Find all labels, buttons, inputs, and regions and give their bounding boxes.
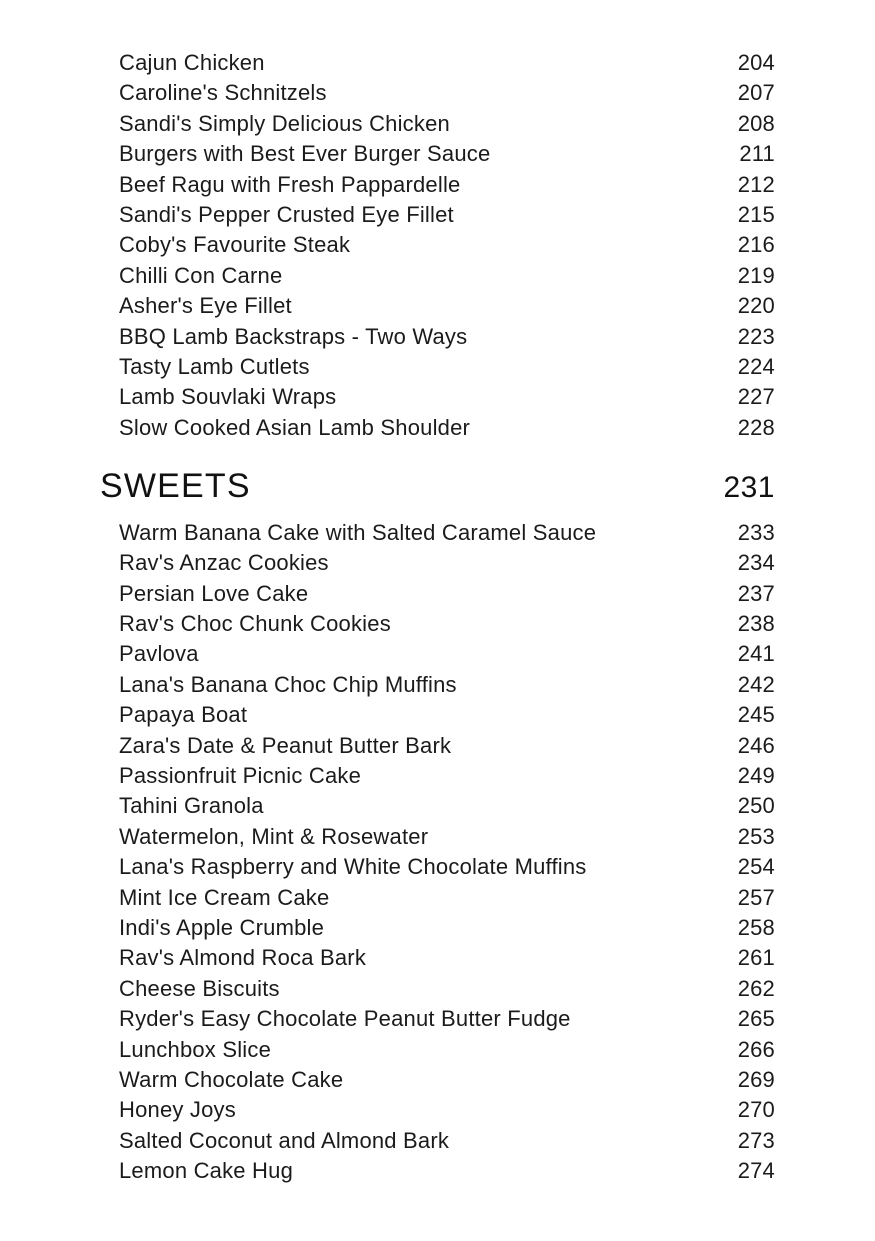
- toc-section-heading[interactable]: [100, 467, 775, 506]
- toc-entry-page: 223: [737, 323, 775, 349]
- toc-entry[interactable]: [100, 170, 775, 200]
- toc-entry-page: 273: [737, 1127, 775, 1153]
- toc-entry[interactable]: [100, 200, 775, 230]
- toc-entry-title: Salted Coconut and Almond Bark: [119, 1127, 450, 1153]
- toc-entry[interactable]: [100, 352, 775, 382]
- toc-entry-page: 216: [737, 232, 775, 258]
- toc-entry-title: Sandi's Simply Delicious Chicken: [119, 110, 450, 136]
- toc-entry-page: 246: [737, 732, 775, 758]
- toc-entry[interactable]: [100, 382, 775, 412]
- toc-entry[interactable]: [100, 609, 775, 639]
- toc-entry[interactable]: [100, 639, 775, 669]
- toc-entry-page: 262: [737, 975, 775, 1001]
- toc-entry-title: Caroline's Schnitzels: [119, 80, 327, 106]
- toc-entry-title: Indi's Apple Crumble: [119, 914, 325, 940]
- toc-entry-page: 237: [737, 580, 775, 606]
- toc-entry-title: Zara's Date & Peanut Butter Bark: [119, 732, 452, 758]
- toc-entry-title: Mint Ice Cream Cake: [119, 884, 330, 910]
- toc-entry-title: Persian Love Cake: [119, 580, 309, 606]
- toc-entry-page: 207: [737, 80, 775, 106]
- toc-entry-title: Lemon Cake Hug: [119, 1158, 294, 1184]
- toc-entry-page: 242: [737, 671, 775, 697]
- toc-entry-title: Honey Joys: [119, 1097, 236, 1123]
- toc-entry-page: 257: [737, 884, 775, 910]
- toc-entry[interactable]: [100, 1065, 775, 1095]
- toc-entry[interactable]: [100, 1095, 775, 1125]
- toc-entry-title: Chilli Con Carne: [119, 262, 283, 288]
- toc-entry[interactable]: [100, 852, 775, 882]
- toc-entry-page: 253: [737, 823, 775, 849]
- toc-entry[interactable]: [100, 883, 775, 913]
- toc-entry-title: Slow Cooked Asian Lamb Shoulder: [119, 414, 471, 440]
- toc-entry-page: 265: [737, 1006, 775, 1032]
- toc-entry-title: Coby's Favourite Steak: [119, 232, 351, 258]
- toc-entry-title: Cajun Chicken: [119, 50, 265, 75]
- toc-entry-title: Lana's Raspberry and White Chocolate Muffins: [119, 854, 587, 880]
- toc-entry-page: 220: [737, 293, 775, 319]
- toc-entry-page: 228: [737, 414, 775, 440]
- toc-entry[interactable]: [100, 230, 775, 260]
- toc-entry-title: Lana's Banana Choc Chip Muffins: [119, 671, 457, 697]
- toc-entry[interactable]: [100, 700, 775, 730]
- toc-entry[interactable]: [100, 139, 775, 169]
- toc-entry-title: Tasty Lamb Cutlets: [119, 354, 310, 380]
- toc-entry-title: Asher's Eye Fillet: [119, 293, 292, 319]
- toc-entry[interactable]: [100, 48, 775, 78]
- toc-entry-page: 261: [737, 945, 775, 971]
- toc-entry[interactable]: [100, 791, 775, 821]
- toc-entry[interactable]: [100, 291, 775, 321]
- toc-entry[interactable]: [100, 261, 775, 291]
- toc-entry-page: 254: [737, 854, 775, 880]
- toc-entry-page: 224: [737, 354, 775, 380]
- toc-entry-title: Warm Banana Cake with Salted Caramel Sauce: [119, 519, 597, 545]
- toc-entry-title: Rav's Anzac Cookies: [119, 550, 329, 576]
- toc-entry-title: Tahini Granola: [119, 793, 264, 819]
- toc-entry[interactable]: [100, 761, 775, 791]
- toc-entry-page: 241: [737, 641, 775, 667]
- toc-group: [100, 48, 775, 443]
- toc-entry-page: 215: [737, 202, 775, 228]
- toc-entry-title: Cheese Biscuits: [119, 975, 280, 1001]
- toc-entry-page: 245: [737, 702, 775, 728]
- toc-entry-title: Sandi's Pepper Crusted Eye Fillet: [119, 202, 454, 228]
- toc-entry-title: BBQ Lamb Backstraps - Two Ways: [119, 323, 468, 349]
- toc-entry-title: Papaya Boat: [119, 702, 248, 728]
- toc-entry[interactable]: [100, 670, 775, 700]
- toc-entry[interactable]: [100, 548, 775, 578]
- toc-entry[interactable]: [100, 913, 775, 943]
- toc-entry-page: 269: [737, 1067, 775, 1092]
- toc-entry-page: 233: [737, 519, 775, 545]
- toc-entry-title: Beef Ragu with Fresh Pappardelle: [119, 171, 461, 197]
- toc-entry-page: 270: [737, 1097, 775, 1123]
- toc-entry[interactable]: [100, 322, 775, 352]
- toc-entry[interactable]: [100, 1156, 775, 1186]
- toc-entry-page: 234: [737, 550, 775, 576]
- toc-entry[interactable]: [100, 1035, 775, 1065]
- toc-section-title: SWEETS: [100, 467, 251, 506]
- toc-entry-page: 258: [737, 914, 775, 940]
- toc-entry-page: 204: [737, 50, 775, 75]
- toc-entry[interactable]: [100, 78, 775, 108]
- toc-entry-title: Watermelon, Mint & Rosewater: [119, 823, 429, 849]
- toc-entry-title: Lunchbox Slice: [119, 1036, 272, 1062]
- toc-entry-page: 227: [737, 384, 775, 410]
- toc-entry-page: 219: [737, 262, 775, 288]
- toc-entry-page: 249: [737, 762, 775, 788]
- table-of-contents: [100, 48, 775, 1187]
- toc-entry-title: Lamb Souvlaki Wraps: [119, 384, 337, 410]
- toc-entry-page: 212: [737, 171, 775, 197]
- toc-entry[interactable]: [100, 822, 775, 852]
- toc-group: [100, 467, 775, 1186]
- toc-entry[interactable]: [100, 579, 775, 609]
- toc-entry[interactable]: [100, 413, 775, 443]
- toc-entry-title: Rav's Almond Roca Bark: [119, 945, 367, 971]
- toc-entry[interactable]: [100, 109, 775, 139]
- toc-entry[interactable]: [100, 518, 775, 548]
- toc-entry-title: Burgers with Best Ever Burger Sauce: [119, 141, 491, 167]
- toc-entry-page: 211: [739, 141, 775, 167]
- toc-entry[interactable]: [100, 731, 775, 761]
- toc-section-page: 231: [723, 471, 775, 505]
- toc-entry-title: Passionfruit Picnic Cake: [119, 762, 362, 788]
- toc-entry-title: Rav's Choc Chunk Cookies: [119, 610, 391, 636]
- toc-entry-page: 208: [737, 110, 775, 136]
- toc-entry-page: 250: [737, 793, 775, 819]
- toc-entry[interactable]: [100, 1004, 775, 1034]
- toc-entry[interactable]: [100, 974, 775, 1004]
- toc-entry-title: Warm Chocolate Cake: [119, 1067, 344, 1092]
- toc-entry[interactable]: [100, 943, 775, 973]
- toc-entry-page: 266: [737, 1036, 775, 1062]
- toc-entry-title: Pavlova: [119, 641, 199, 667]
- toc-entry[interactable]: [100, 1126, 775, 1156]
- toc-entry-title: Ryder's Easy Chocolate Peanut Butter Fudge: [119, 1006, 571, 1032]
- toc-entry-page: 274: [737, 1158, 775, 1184]
- toc-entry-page: 238: [737, 610, 775, 636]
